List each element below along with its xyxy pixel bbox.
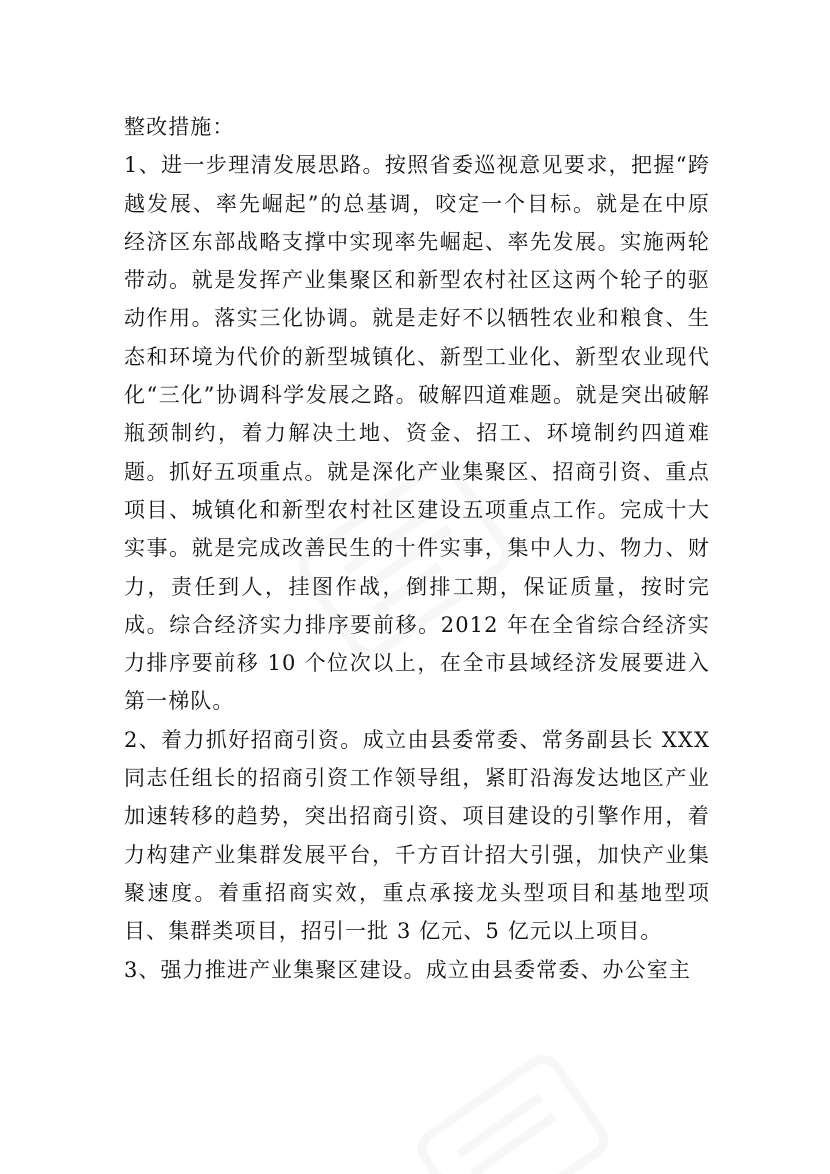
paragraph-1: 1、进一步理清发展思路。按照省委巡视意见要求，把握“跨越发展、率先崛起”的总基调，咬定一个目标。就是在中原经济区东部战略支撑中实现率先崛起、率先发展。实施两轮带动。就是发挥产业集聚区和新型农村社区这两个轮子的驱动作用。落实三化协调。就是走好不以牺牲农业和粮食、生态和环境为代价的新型城镇化、新型工业化、新型农业现代化“三化”协调科学发展之路。破解四道难题。就是突出破解瓶颈制约，着力解决土地、资金、招工、环境制约四道难题。抓好五项重点。就是深化产业集聚区、招商引资、重点项目、城镇化和新型农村社区建设五项重点工作。完成十大实事。就是完成改善民生的十件实事，集中人力、物力、财力，责任到人，挂图作战，倒排工期，保证质量，按时完成。综合经济实力排序要前移。2012 年在全省综合经济实力排序要前移 10 个位次以上，在全市县域经济发展要进入第一梯队。 xyxy=(124,153,710,714)
paragraph-2: 2、着力抓好招商引资。成立由县委常委、常务副县长 XXX 同志任组长的招商引资工作领导组，紧盯沿海发达地区产业加速转移的趋势，突出招商引资、项目建设的引擎作用，着力构建产业集群发展平台，千方百计招大引强，加快产业集聚速度。着重招商实效，重点承接龙头型项目和基地型项目、集群类项目，招引一批 3 亿元、5 亿元以上项目。 xyxy=(124,727,710,944)
watermark-logo-icon xyxy=(390,1030,630,1174)
paragraph-3: 3、强力推进产业集聚区建设。成立由县委常委、办公室主 xyxy=(124,957,691,982)
document-body xyxy=(124,108,710,989)
section-heading: 整改措施： xyxy=(124,115,235,139)
